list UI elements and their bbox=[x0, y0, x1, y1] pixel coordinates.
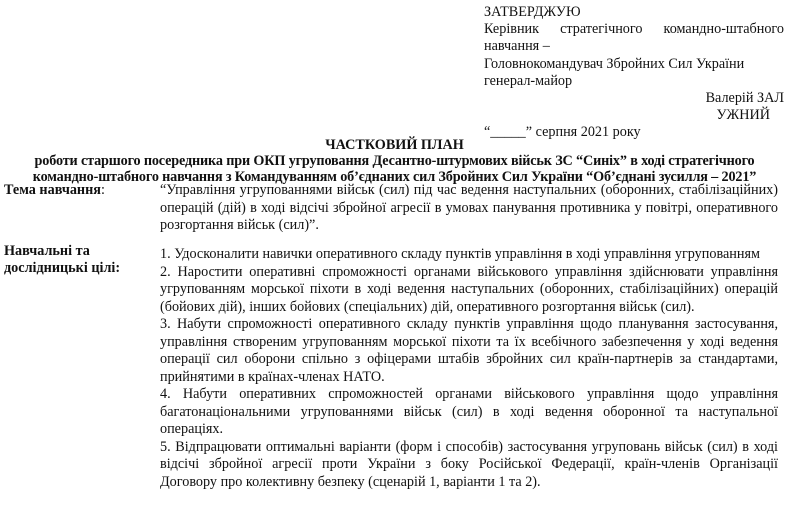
approval-position-line2: навчання – bbox=[484, 38, 550, 55]
goal-line: 5. Відпрацювати оптимальні варіанти (форм і способів) застосування угруповань військ (сил) в ході bbox=[160, 438, 778, 455]
topic-label-colon: : bbox=[100, 182, 105, 198]
goal-line: відсічі збройної агресії проти України з боку Російської Федерації, країн-членів Організації bbox=[160, 456, 778, 472]
topic-label-text: Тема навчання bbox=[4, 182, 101, 198]
goal-line: 3. Набути спроможності оперативного складу пунктів управління щодо планування застосування, bbox=[160, 316, 778, 332]
goal-line: 4. Набути оперативних спроможностей органами військового управління щодо управління bbox=[160, 386, 778, 402]
approval-name-line2: УЖНИЙ bbox=[716, 107, 770, 124]
goals-label-line1: Навчальні та bbox=[4, 243, 90, 259]
document-subtitle-line2: командно-штабного навчання з Командуванням об’єднаних сил Збройних Сил України “Об’єднані зусилля – 2021” bbox=[32, 169, 757, 185]
goal-line: 2. Наростити оперативні спроможності органами військового управління здійснювати управління bbox=[160, 263, 778, 280]
topic-line: розгортання військ (сил)”. bbox=[160, 217, 319, 233]
approval-position-line1: Керівник стратегічного командно-штабного bbox=[484, 21, 784, 38]
approval-name-line1: Валерій ЗАЛ bbox=[705, 89, 784, 106]
goal-line: операціях. bbox=[160, 421, 224, 437]
goal-line: 1. Удосконалити навички оперативного складу пунктів управління в ході управління угрупованням bbox=[160, 246, 760, 262]
document-title: ЧАСТКОВИЙ ПЛАН bbox=[325, 137, 464, 153]
goals-list bbox=[160, 246, 778, 491]
goal-line: (бойових дій), інших бойових (спеціальних) дій, оперативного розгортання військ (сил). bbox=[160, 298, 695, 315]
approval-rank: генерал-майор bbox=[484, 72, 573, 89]
approval-date: “_____” серпня 2021 року bbox=[484, 124, 641, 141]
approval-heading: ЗАТВЕРДЖУЮ bbox=[484, 4, 581, 20]
goal-line: угрупованням морської піхоти в ході ведення наступальних (оборонних, стабілізаційних) операцій bbox=[160, 281, 778, 297]
goal-line: управління створеним угрупованням морської піхоти та їх всебічного забезпечення у ході ведення bbox=[160, 333, 778, 350]
approval-block bbox=[484, 4, 784, 142]
topic-text bbox=[160, 182, 778, 235]
topic-line: операцій (дій) в ході відсічі збройної агресії в умовах панування противника у повітрі, оперативного bbox=[160, 199, 778, 216]
goals-label-line2: дослідницькі цілі: bbox=[4, 260, 121, 277]
goals-label bbox=[4, 243, 120, 277]
goal-line: багатонаціональними угрупованнями військ (сил) в ході ведення оборонної та наступальної bbox=[160, 403, 778, 420]
goal-line: прийнятими в країнах-членах НАТО. bbox=[160, 368, 385, 385]
goal-line: Договору про колективну безпеку (сценарій 1, варіанти 1 та 2). bbox=[160, 473, 541, 490]
topic-label bbox=[4, 182, 105, 199]
document-subtitle-line1: роботи старшого посередника при ОКП угруповання Десантно-штурмових військ ЗС “Синіх” в ході стратегічного bbox=[34, 153, 755, 169]
topic-line: “Управління угрупованнями військ (сил) під час ведення наступальних (оборонних, стабілізаційних) bbox=[160, 182, 778, 198]
goal-line: операції сил оборони спільно з офіцерами штабів збройних сил країн-партнерів за стандартами, bbox=[160, 351, 778, 367]
approval-position-line3: Головнокомандувач Збройних Сил України bbox=[484, 55, 745, 72]
